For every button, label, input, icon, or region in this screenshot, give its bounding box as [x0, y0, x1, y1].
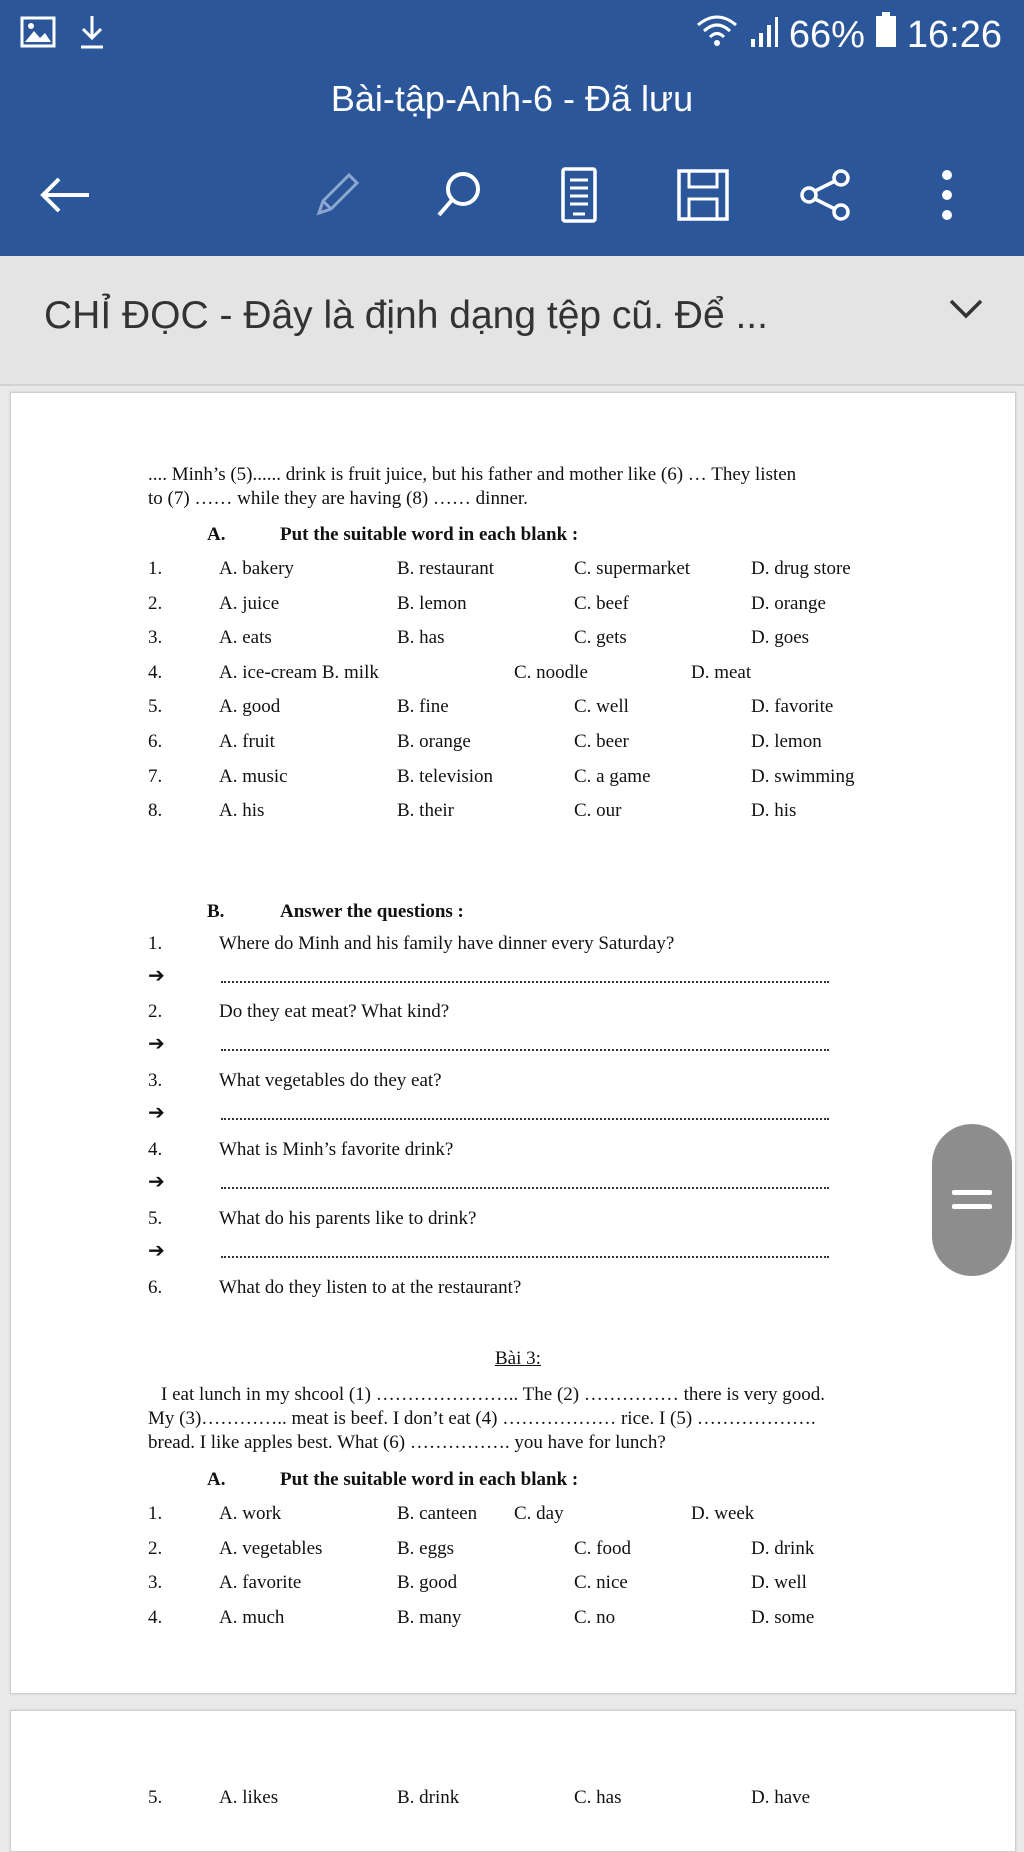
- option-a: A. good: [219, 696, 281, 718]
- option-a: A. bakery: [219, 558, 294, 579]
- option-c: C. well: [574, 696, 629, 718]
- option-d: D. meat: [691, 661, 752, 683]
- option-a: A. much: [219, 1606, 285, 1628]
- option-b: B. has: [397, 627, 445, 649]
- question-text: What vegetables do they eat?: [219, 1070, 442, 1091]
- option-d: D. have: [751, 1787, 811, 1808]
- document-page-1: [10, 392, 1016, 1694]
- grip-line: [952, 1190, 992, 1195]
- answer-line: [221, 1118, 829, 1120]
- option-a: A. eats: [219, 627, 272, 649]
- battery-percent: 66%: [788, 13, 865, 56]
- back-arrow-icon: [37, 175, 93, 220]
- section-title: Put the suitable word in each blank :: [280, 1469, 579, 1490]
- answer-line: [221, 1256, 829, 1258]
- option-d: D. drink: [751, 1537, 815, 1559]
- option-c: C. noodle: [514, 661, 588, 683]
- reading-view-button[interactable]: [544, 162, 614, 232]
- more-vertical-icon: [937, 167, 957, 228]
- exercise-heading: Bài 3:: [495, 1348, 541, 1369]
- pencil-icon: [309, 167, 365, 228]
- share-button[interactable]: [790, 162, 860, 232]
- question-number: 4.: [148, 661, 163, 683]
- question-number: 5.: [148, 696, 163, 718]
- status-bar: [0, 0, 1024, 76]
- gallery-notification-icon: [20, 16, 56, 53]
- option-d: D. goes: [751, 627, 810, 649]
- option-a: A. favorite: [219, 1572, 302, 1594]
- section-letter: A.: [207, 524, 226, 545]
- option-b: B. restaurant: [397, 558, 495, 579]
- option-b: B. lemon: [397, 592, 467, 614]
- app-bar: [0, 0, 1024, 256]
- section-letter: A.: [207, 1469, 226, 1490]
- passage-line: .... Minh’s (5)...... drink is fruit juice, but his father and mother like (6) … They listen: [148, 464, 797, 485]
- answer-arrow-icon: ➔: [148, 1031, 165, 1055]
- answer-arrow-icon: ➔: [148, 1100, 165, 1124]
- answer-line: [221, 1187, 829, 1189]
- question-text: What is Minh’s favorite drink?: [219, 1139, 454, 1160]
- back-button[interactable]: [30, 162, 100, 232]
- section-title: Answer the questions :: [280, 901, 464, 922]
- question-text: What do they listen to at the restaurant?: [219, 1277, 522, 1298]
- question-number: 3.: [148, 1070, 163, 1091]
- document-page-2: [10, 1710, 1016, 1852]
- question-number: 3.: [148, 1572, 163, 1594]
- option-c: C. gets: [574, 627, 627, 649]
- toolbar: [0, 150, 1024, 240]
- answer-line: [221, 981, 829, 983]
- option-b: B. fine: [397, 696, 449, 718]
- option-c: C. no: [574, 1606, 616, 1628]
- option-b: B. canteen: [397, 1503, 478, 1524]
- option-b: B. good: [397, 1572, 458, 1594]
- question-number: 5.: [148, 1208, 163, 1229]
- answer-arrow-icon: ➔: [148, 1238, 165, 1262]
- passage-line: My (3)………….. meat is beef. I don’t eat (4) ……………… rice. I (5) ……………….: [148, 1408, 816, 1429]
- option-d: D. week: [691, 1503, 755, 1524]
- option-b: B. drink: [397, 1787, 460, 1808]
- question-number: 4.: [148, 1139, 163, 1160]
- question-number: 3.: [148, 627, 163, 649]
- signal-icon: [749, 14, 779, 57]
- read-only-banner[interactable]: [0, 256, 1024, 386]
- document-title: Bài-tập-Anh-6 - Đã lưu: [330, 78, 694, 119]
- grip-line: [952, 1204, 992, 1209]
- question-number: 5.: [148, 1787, 163, 1808]
- edit-button[interactable]: [302, 162, 372, 232]
- save-button[interactable]: [668, 162, 738, 232]
- option-c: C. a game: [574, 765, 651, 787]
- option-a: A. his: [219, 800, 265, 822]
- option-b: B. orange: [397, 731, 471, 752]
- question-number: 2.: [148, 1001, 163, 1022]
- option-c: C. supermarket: [574, 558, 691, 579]
- question-number: 2.: [148, 1537, 163, 1559]
- search-icon: [431, 167, 487, 228]
- option-d: D. lemon: [751, 731, 822, 752]
- option-c: C. beef: [574, 592, 629, 614]
- answer-arrow-icon: ➔: [148, 963, 165, 987]
- option-c: C. beer: [574, 731, 629, 752]
- more-options-button[interactable]: [912, 162, 982, 232]
- question-number: 6.: [148, 1277, 163, 1298]
- scroll-handle[interactable]: [932, 1124, 1012, 1276]
- option-a: A. ice-cream B. milk: [219, 661, 379, 683]
- question-number: 6.: [148, 731, 163, 752]
- share-icon: [797, 167, 853, 228]
- option-d: D. well: [751, 1572, 807, 1594]
- option-c: C. our: [574, 800, 622, 822]
- option-c: C. day: [514, 1503, 564, 1524]
- option-b: B. their: [397, 800, 454, 822]
- option-a: A. work: [219, 1503, 282, 1524]
- save-icon: [675, 167, 731, 228]
- search-button[interactable]: [424, 162, 494, 232]
- option-d: D. some: [751, 1606, 815, 1628]
- option-d: D. his: [751, 800, 797, 822]
- option-c: C. has: [574, 1787, 622, 1808]
- battery-icon: [875, 12, 897, 58]
- wifi-icon: [695, 13, 739, 57]
- passage-line: to (7) …… while they are having (8) …… dinner.: [148, 488, 528, 509]
- option-d: D. favorite: [751, 696, 834, 718]
- option-a: A. vegetables: [219, 1537, 323, 1559]
- option-b: B. many: [397, 1606, 462, 1628]
- answer-arrow-icon: ➔: [148, 1169, 165, 1193]
- answer-line: [221, 1049, 829, 1051]
- question-number: 1.: [148, 558, 163, 579]
- chevron-down-icon[interactable]: [948, 298, 984, 325]
- option-a: A. fruit: [219, 731, 275, 752]
- section-letter: B.: [207, 901, 225, 922]
- clock: 16:26: [906, 13, 1002, 56]
- mobile-view-icon: [559, 166, 599, 229]
- question-number: 8.: [148, 800, 163, 822]
- option-d: D. orange: [751, 592, 826, 614]
- question-number: 1.: [148, 1503, 163, 1524]
- question-text: What do his parents like to drink?: [219, 1208, 477, 1229]
- option-b: B. eggs: [397, 1537, 454, 1559]
- option-b: B. television: [397, 765, 494, 787]
- section-title: Put the suitable word in each blank :: [280, 524, 579, 545]
- option-a: A. likes: [219, 1787, 279, 1808]
- question-text: Where do Minh and his family have dinner every Saturday?: [219, 933, 675, 954]
- option-a: A. juice: [219, 592, 280, 614]
- option-c: C. nice: [574, 1572, 628, 1594]
- passage-line: bread. I like apples best. What (6) ……………. you have for lunch?: [148, 1432, 666, 1453]
- question-number: 4.: [148, 1606, 163, 1628]
- question-text: Do they eat meat? What kind?: [219, 1001, 450, 1022]
- question-number: 1.: [148, 933, 163, 954]
- banner-text: CHỈ ĐỌC - Đây là định dạng tệp cũ. Để ...: [44, 294, 768, 337]
- option-d: D. drug store: [751, 558, 851, 579]
- option-d: D. swimming: [751, 765, 855, 787]
- option-c: C. food: [574, 1537, 631, 1559]
- passage-line: I eat lunch in my shcool (1) ………………….. The (2) …………… there is very good.: [161, 1384, 826, 1405]
- download-notification-icon: [78, 14, 106, 55]
- question-number: 7.: [148, 765, 163, 787]
- question-number: 2.: [148, 592, 163, 614]
- option-a: A. music: [219, 765, 288, 787]
